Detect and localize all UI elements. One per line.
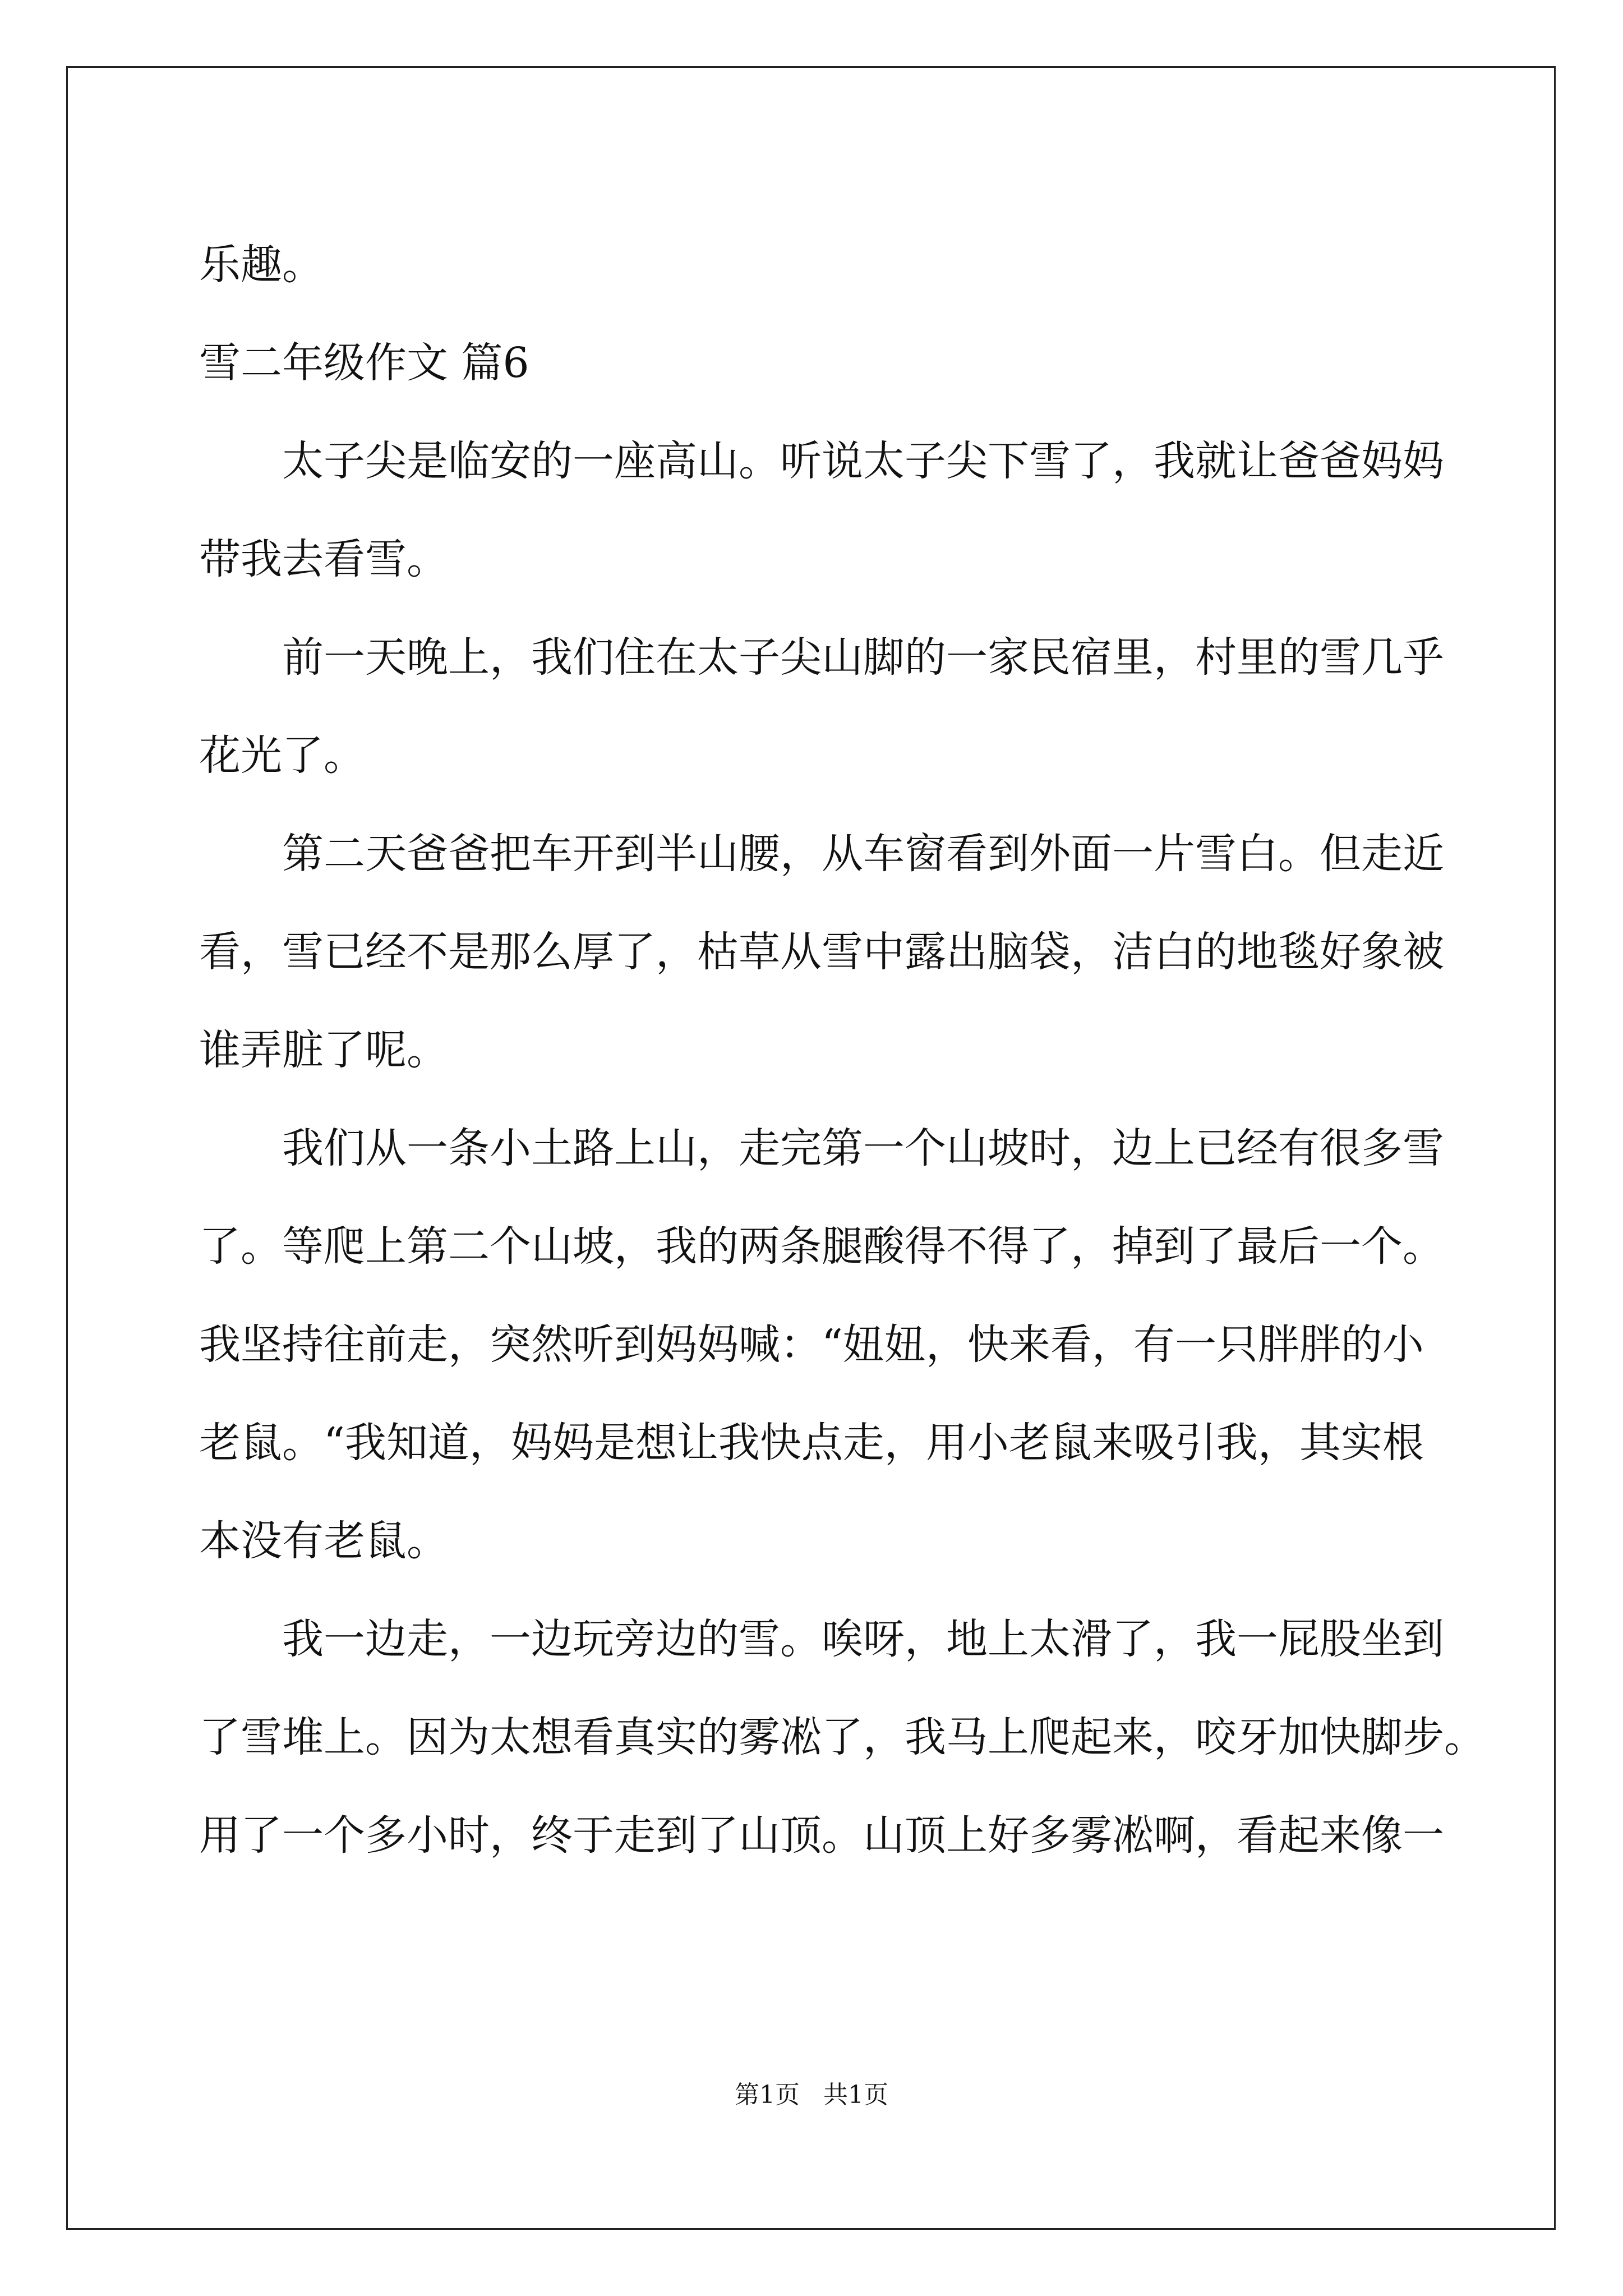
- text-line: 我坚持往前走，突然听到妈妈喊：“妞妞，快来看，有一只胖胖的小: [199, 1320, 1424, 1369]
- text-line: 带我去看雪。: [199, 535, 448, 583]
- section-heading: 雪二年级作文 篇6: [199, 339, 529, 387]
- text-line: 了雪堆上。因为太想看真实的雾凇了，我马上爬起来，咬牙加快脚步。: [199, 1713, 1486, 1761]
- text-line: 老鼠。“我知道，妈妈是想让我快点走，用小老鼠来吸引我，其实根: [199, 1419, 1424, 1467]
- text-line: 第二天爸爸把车开到半山腰，从车窗看到外面一片雪白。但走近: [282, 830, 1444, 878]
- text-line: 看，雪已经不是那么厚了，枯草从雪中露出脑袋，洁白的地毯好象被: [199, 928, 1444, 976]
- document-body: [199, 216, 1486, 1885]
- text-line: 了。等爬上第二个山坡，我的两条腿酸得不得了，掉到了最后一个。: [199, 1222, 1444, 1271]
- page-number-footer: 第1页 共1页: [735, 2081, 888, 2109]
- text-line: 太子尖是临安的一座高山。听说太子尖下雪了，我就让爸爸妈妈: [282, 437, 1444, 485]
- text-line: 我们从一条小土路上山，走完第一个山坡时，边上已经有很多雪: [282, 1124, 1444, 1172]
- text-line: 谁弄脏了呢。: [199, 1026, 448, 1074]
- text-line: 乐趣。: [199, 241, 324, 289]
- text-line: 我一边走，一边玩旁边的雪。唉呀，地上太滑了，我一屁股坐到: [282, 1615, 1444, 1663]
- text-line: 本没有老鼠。: [199, 1517, 448, 1565]
- text-line: 前一天晚上，我们住在太子尖山脚的一家民宿里，村里的雪几乎: [282, 633, 1444, 682]
- text-line: 用了一个多小时，终于走到了山顶。山顶上好多雾凇啊，看起来像一: [199, 1811, 1444, 1860]
- text-line: 花光了。: [199, 731, 365, 780]
